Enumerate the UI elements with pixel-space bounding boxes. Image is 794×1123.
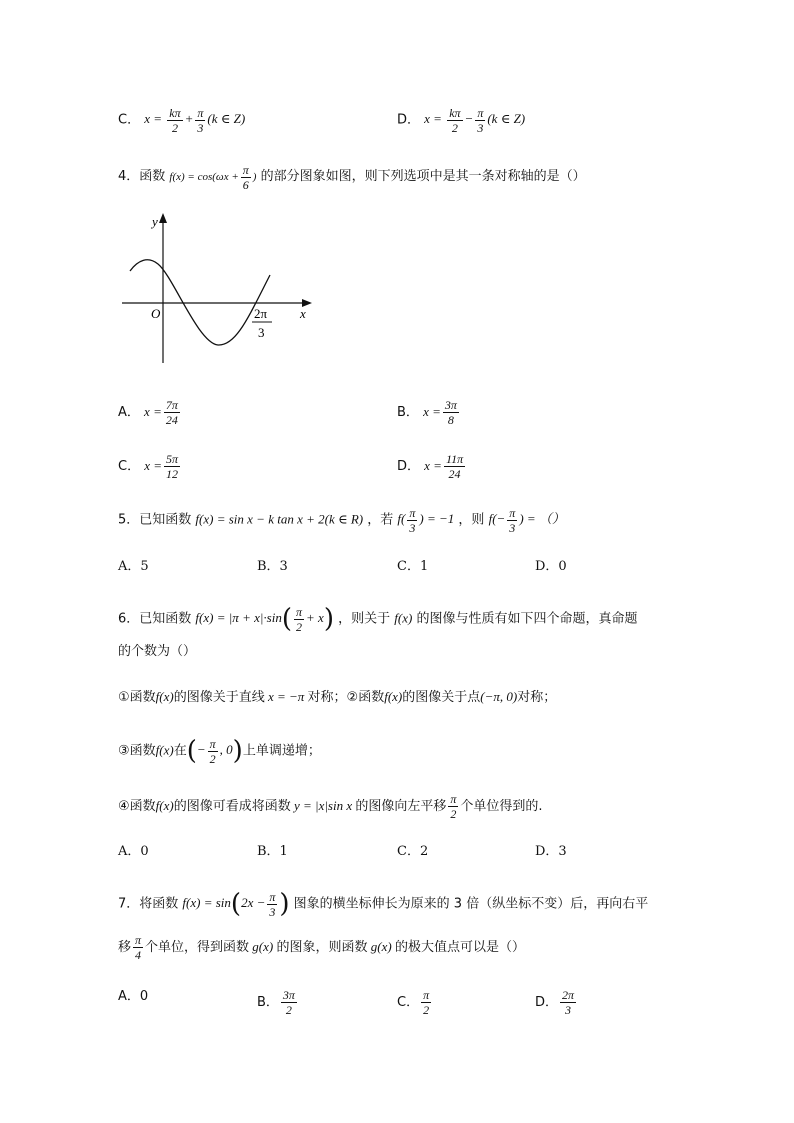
q4-option-a-num: 7π bbox=[165, 398, 178, 412]
q7-option-a-label: A．0 bbox=[118, 989, 149, 1004]
q7-stem-suffix: 图象的横坐标伸长为原来的 3 倍（纵坐标不变）后，再向右平 bbox=[293, 896, 649, 912]
q7-option-d-label: D． bbox=[535, 995, 559, 1010]
q7-stem-prefix: 7．将函数 bbox=[118, 896, 179, 912]
q6-stem-suffix2: 的图像与性质有如下四个命题，真命题 bbox=[416, 611, 638, 627]
q5-condition-value: = −1 bbox=[426, 511, 455, 527]
q4-option-c-label: C． bbox=[118, 459, 141, 474]
q5-option-a: A．5 bbox=[118, 559, 149, 574]
q6-stem: 6．已知函数 f(x) = |π + x|·sin( $\frac{\pi}{2}$ + x) ，则关于 f(x) 的图像与性质有如下四个命题，真命题 bbox=[118, 604, 638, 635]
q3-option-c-formula: x = $\frac{k\pi}{2}$ + $\frac{\pi}{3}$ (k ∈ Z) bbox=[144, 106, 246, 135]
q6-option-d: D．3 bbox=[535, 844, 567, 859]
q4-function-formula: f(x) = cos(ωx + $\frac{\pi}{6}$ ) bbox=[169, 163, 257, 192]
q7-option-c bbox=[397, 988, 433, 1017]
q6-p4-end: 个单位得到的. bbox=[460, 799, 543, 814]
q6-p2-prefix: 对称；②函数 bbox=[307, 690, 385, 705]
origin-label: O bbox=[151, 306, 161, 321]
q7-option-d-den: 3 bbox=[565, 1003, 572, 1017]
q7-option-b-label: B． bbox=[257, 995, 279, 1010]
q5-query-end: = （） bbox=[526, 511, 565, 527]
q4-option-b-den: 8 bbox=[447, 413, 454, 427]
tick-numerator: 2π bbox=[254, 306, 268, 321]
q5-function-formula: f(x) = sin x − k tan x + 2(k ∈ R) bbox=[195, 511, 364, 527]
q3-option-c-label: C． bbox=[118, 112, 141, 128]
q6-proposition-4: ④函数f(x)的图像可看成将函数 y = |x|sin x 的图像向左平移 $\frac{\pi}{2}$ 个单位得到的. bbox=[118, 792, 543, 821]
q6-option-b: B．1 bbox=[257, 844, 288, 859]
q7-option-d-num: 2π bbox=[562, 988, 575, 1002]
q5-mid-text: ，若 bbox=[367, 512, 394, 528]
q4-stem bbox=[118, 163, 586, 192]
q7-option-c-label: C． bbox=[397, 995, 420, 1010]
q6-p4-text2: 的图像向左平移 bbox=[355, 799, 447, 814]
q6-p1-text: 的图像关于直线 bbox=[173, 690, 265, 705]
y-axis-arrow bbox=[159, 213, 167, 223]
q4-option-a: A． x = $\frac{7\pi}{24}$ bbox=[118, 398, 178, 427]
q3-option-c bbox=[118, 106, 245, 135]
q4-stem-prefix: 4．函数 bbox=[118, 169, 166, 185]
q4-option-c: C． x = $\frac{5\pi}{12}$ bbox=[118, 452, 179, 481]
q5-then-text: ，则 bbox=[458, 512, 485, 528]
q7-option-c-num: π bbox=[423, 988, 430, 1002]
q4-option-b-label: B． bbox=[397, 405, 419, 420]
q6-function-formula: f(x) = |π + x|·sin( $\frac{\pi}{2}$ + x) bbox=[195, 604, 334, 635]
q5-option-b: B．3 bbox=[257, 559, 288, 574]
q5-condition: f( $\frac{\pi}{3}$ ) = −1 bbox=[397, 506, 455, 535]
q6-p2-text: 的图像关于点 bbox=[402, 690, 481, 705]
q6-stem-line2: 的个数为（） bbox=[118, 644, 197, 659]
q4-option-a-label: A． bbox=[118, 405, 140, 420]
q5-option-d: D．0 bbox=[535, 559, 567, 574]
q6-p1-prefix: ①函数 bbox=[118, 690, 156, 705]
q6-p4-text: 的图像可看成将函数 bbox=[173, 799, 291, 814]
q7-option-b-den: 2 bbox=[285, 1003, 292, 1017]
q7-stem-line2: 移 $\frac{\pi}{4}$ 个单位，得到函数 g(x) 的图象，则函数 g(x) 的极大值点可以是（） bbox=[118, 933, 525, 962]
q4-option-d: D． x = $\frac{11\pi}{24}$ bbox=[397, 452, 464, 481]
q3-option-d bbox=[397, 106, 525, 135]
q7-option-a bbox=[118, 990, 148, 1003]
q4-option-a-den: 24 bbox=[165, 413, 178, 427]
x-axis-label: x bbox=[300, 306, 306, 321]
q5-option-c: C．1 bbox=[397, 559, 429, 574]
q7-line2-b: 个单位，得到函数 bbox=[145, 940, 250, 955]
q5-stem bbox=[118, 506, 565, 535]
q6-stem-prefix: 6．已知函数 bbox=[118, 611, 192, 627]
q6-proposition-3: ③函数f(x)在(− $\frac{\pi}{2}$ , 0)上单调递增； bbox=[118, 736, 321, 767]
q4-option-b-num: 3π bbox=[444, 398, 457, 412]
y-axis-label: y bbox=[152, 214, 158, 229]
q4-option-c-den: 12 bbox=[166, 467, 179, 481]
q5-stem-prefix: 5．已知函数 bbox=[118, 512, 192, 528]
q7-option-b bbox=[257, 988, 299, 1017]
q4-option-d-label: D． bbox=[397, 459, 421, 474]
q7-line2-a: 移 bbox=[118, 940, 132, 955]
q6-option-a: A．0 bbox=[118, 844, 149, 859]
q4-option-c-num: 5π bbox=[166, 452, 179, 466]
q4-function-graph bbox=[118, 208, 318, 368]
q3-option-d-label: D． bbox=[397, 112, 421, 128]
q7-option-b-num: 3π bbox=[282, 988, 295, 1002]
q4-option-d-den: 24 bbox=[448, 467, 461, 481]
q6-p3-prefix: ③函数 bbox=[118, 743, 156, 759]
q7-stem bbox=[118, 890, 648, 919]
q6-p4-prefix: ④函数 bbox=[118, 799, 156, 814]
q7-line2-c: 的图象，则函数 bbox=[276, 940, 368, 955]
q7-function-formula: f(x) = sin(2x − $\frac{\pi}{3}$ ) bbox=[182, 889, 290, 920]
q7-option-c-den: 2 bbox=[423, 1003, 430, 1017]
q3-option-d-formula: x = $\frac{k\pi}{2}$ − $\frac{\pi}{3}$ (k ∈ Z) bbox=[424, 106, 526, 135]
q4-stem-suffix: 的部分图象如图，则下列选项中是其一条对称轴的是（） bbox=[260, 169, 586, 185]
q6-proposition-1-2: ①函数f(x)的图像关于直线 x = −π 对称；②函数f(x)的图像关于点(−π, 0)对称； bbox=[118, 689, 557, 705]
q4-option-b: B． x = $\frac{3\pi}{8}$ bbox=[397, 398, 457, 427]
q6-p2-end: 对称； bbox=[517, 690, 557, 705]
q6-option-c: C．2 bbox=[397, 844, 429, 859]
q4-option-d-num: 11π bbox=[445, 452, 464, 466]
tick-denominator: 3 bbox=[258, 325, 265, 340]
q7-line2-d: 的极大值点可以是（） bbox=[394, 940, 525, 955]
q6-p3-text: 在 bbox=[173, 743, 187, 759]
q6-p3-end: 上单调递增； bbox=[242, 743, 321, 759]
q5-query: f(− $\frac{\pi}{3}$ ) = （） bbox=[488, 506, 565, 535]
q7-option-d bbox=[535, 988, 578, 1017]
q6-stem-suffix: ，则关于 bbox=[338, 611, 391, 627]
